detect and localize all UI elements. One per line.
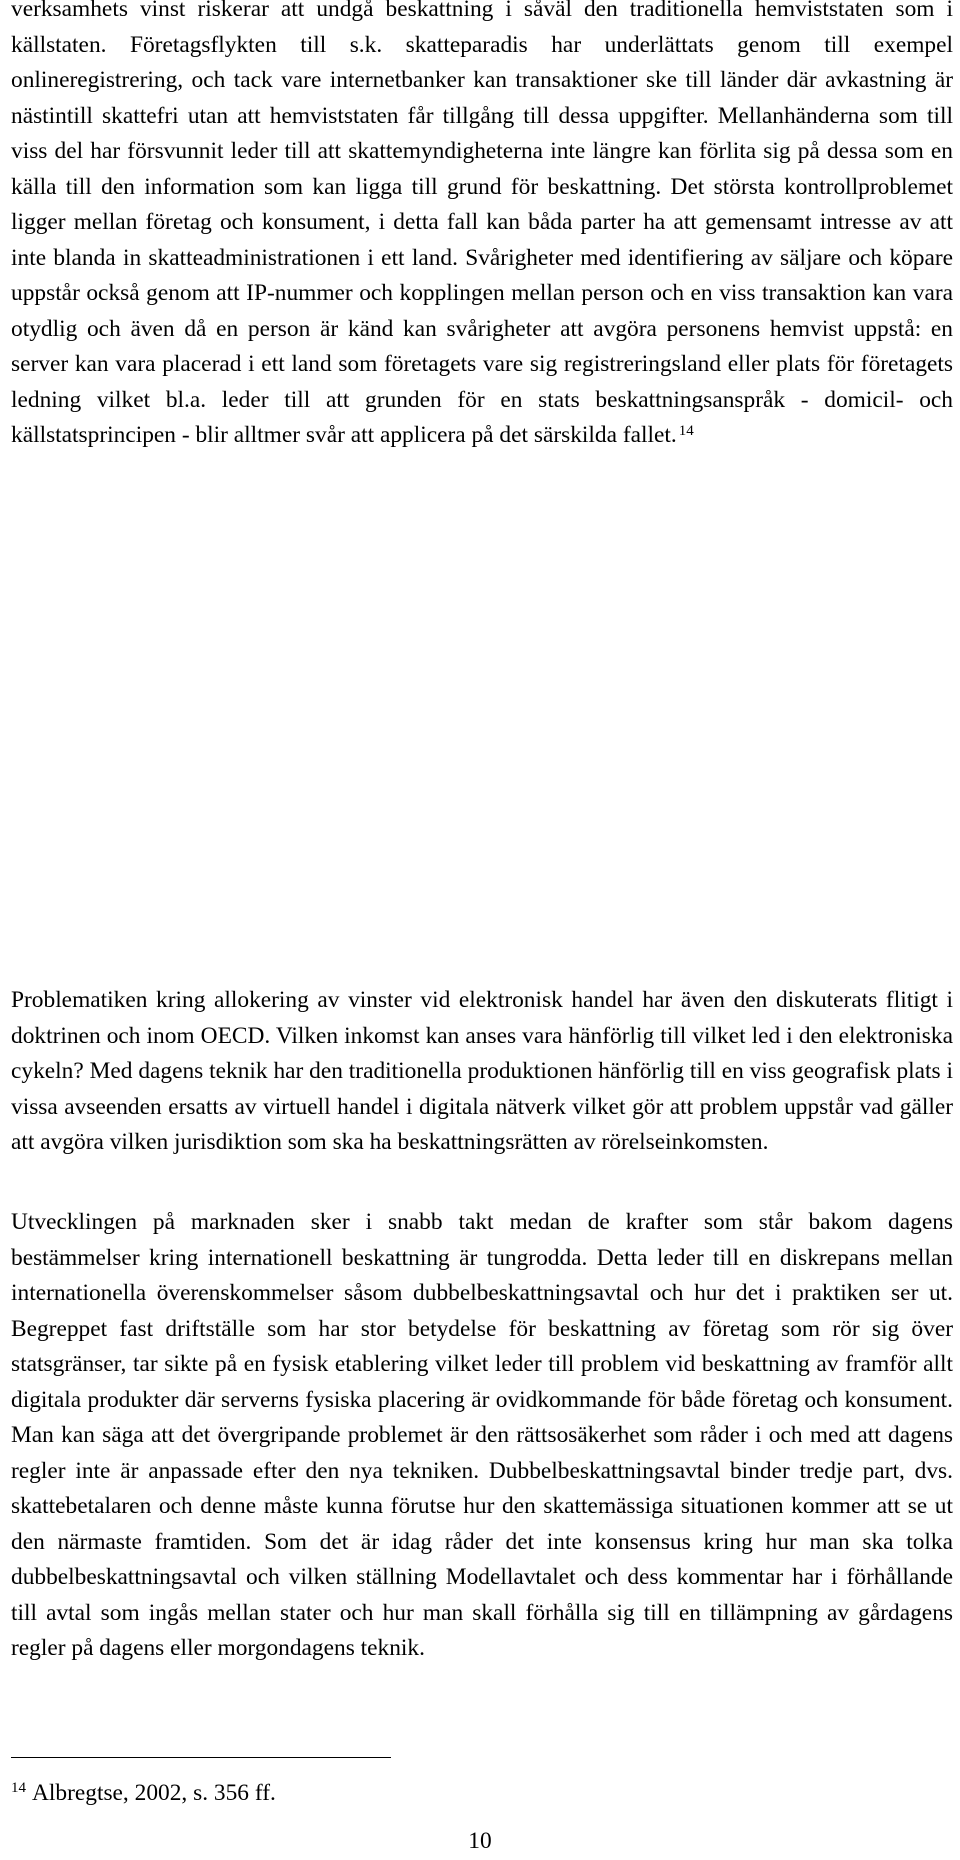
footnote-divider bbox=[11, 1757, 391, 1758]
page-number: 10 bbox=[468, 1828, 492, 1854]
paragraph-text: verksamhets vinst riskerar att undgå beskattning i såväl den traditionella hemviststaten som i källstaten. Företagsflykten till s.k. skatteparadis har underlättats genom till exempel onlineregistrering, och tack vare internetbanker kan transaktioner ske till länder där avkastning är nästintill skattefri utan att hemviststaten får tillgång till dessa uppgifter. Mellanhänderna som till viss del har försvunnit leder till att skattemyndigheterna inte längre kan förlita sig på dessa som en källa till den information som kan ligga till grund för beskattning. Det största kontrollproblemet ligger mellan företag och konsument, i detta fall kan båda parter ha att gemensamt intresse av att inte blanda in skatteadministrationen i ett land. Svårigheter med identifiering av säljare och köpare uppstår också genom att IP-nummer och kopplingen mellan person och en viss transaktion kan vara otydlig och även då en person är känd kan svårigheter att avgöra personens hemvist uppstå: en server kan vara placerad i ett land som företagets vare sig registreringsland eller plats för företagets ledning vilket bl.a. leder till att grunden för en stats beskattningsanspråk - domicil- och källstatsprincipen - blir alltmer svår att applicera på det särskilda fallet. bbox=[11, 0, 953, 448]
body-paragraph-2: Problematiken kring allokering av vinster vid elektronisk handel har även den diskuterats flitigt i doktrinen och inom OECD. Vilken inkomst kan anses vara hänförlig till vilket led i den elektroniska cykeln? Med dagens teknik har den traditionella produktionen hänförlig till en viss geografisk plats i vissa avseenden ersatts av virtuell handel i digitala nätverk vilket gör att problem uppstår vad gäller att avgöra vilken jurisdiktion som ska ha beskattningsrätten av rörelseinkomsten. bbox=[11, 987, 953, 1155]
footnote bbox=[11, 1778, 276, 1808]
footnote-number: 14 bbox=[11, 1780, 26, 1796]
body-paragraph-1 bbox=[11, 0, 953, 454]
footnote-reference: 14 bbox=[678, 423, 694, 439]
footnote-text: Albregtse, 2002, s. 356 ff. bbox=[32, 1780, 276, 1806]
body-paragraph-3: Utvecklingen på marknaden sker i snabb takt medan de krafter som står bakom dagens bestämmelser kring internationell beskattning är tungrodda. Detta leder till en diskrepans mellan internationella överenskommelser såsom dubbelbeskattningsavtal och hur det i praktiken ser ut. Begreppet fast driftställe som har stor betydelse för beskattning av företag som rör sig över statsgränser, tar sikte på en fysisk etablering vilket leder till problem vid beskattning av framför allt digitala produkter där serverns fysiska placering är ovidkommande för både företag och konsument. Man kan säga att det övergripande problemet är den rättsosäkerhet som råder i och med att dagens regler inte är anpassade efter den nya tekniken. Dubbelbeskattningsavtal binder tredje part, dvs. skattebetalaren och denne måste kunna förutse hur den skattemässiga situationen kommer att se ut den närmaste framtiden. Som det är idag råder det inte konsensus kring hur man ska tolka dubbelbeskattningsavtal och vilken ställning Modellavtalet och dess kommentar har i förhållande till avtal som ingås mellan stater och hur man skall förhålla sig till en tillämpning av gårdagens regler på dagens eller morgondagens teknik. bbox=[11, 1209, 953, 1661]
